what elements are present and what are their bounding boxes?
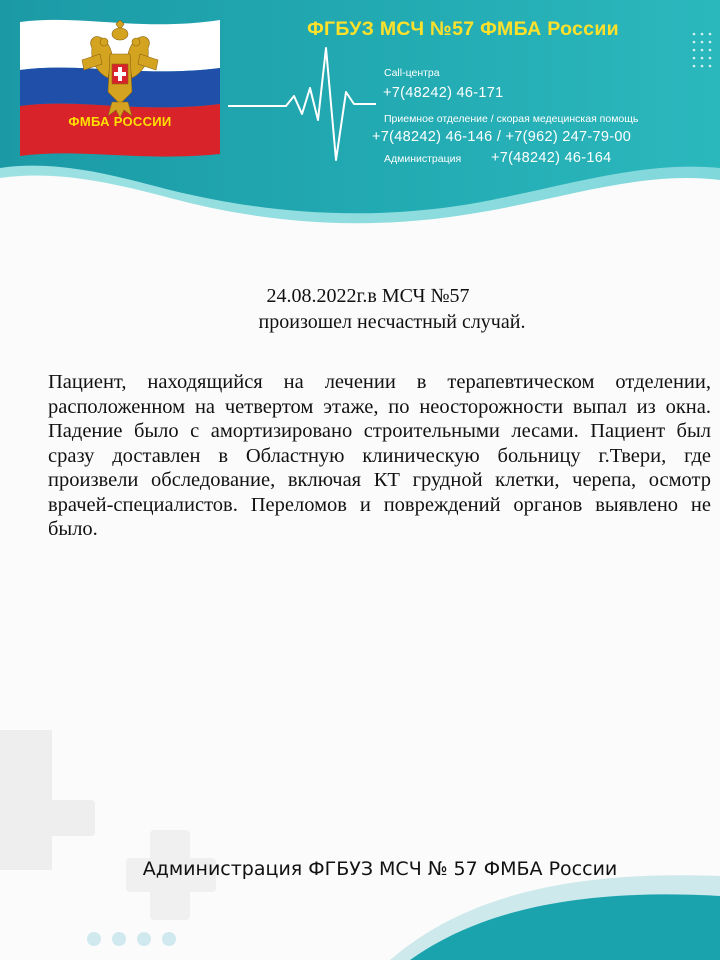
flag-label: ФМБА РОССИИ bbox=[68, 114, 172, 129]
double-headed-eagle-emblem bbox=[80, 20, 160, 120]
organization-title: ФГБУЗ МСЧ №57 ФМБА России bbox=[307, 18, 619, 40]
dot-grid-decoration bbox=[690, 30, 718, 70]
fmba-flag-logo bbox=[20, 18, 220, 160]
notice-heading-line-1: 24.08.2022г.в МСЧ №57 bbox=[266, 285, 470, 307]
dots-decoration bbox=[87, 932, 176, 946]
notice-body: Пациент, находящийся на лечении в терапевтическом отделении, расположенном на четвертом этаже, по неосторожности выпал из окна. Падение было с амортизировано строительными лесами. Пациент был сразу доставлен в Областную клиническую больницу г.Твери, где произвели обследование, включая КТ грудной клетки, черепа, осмотр врачей-специалистов. Переломов и повреждений органов выявлено не было. bbox=[48, 371, 711, 540]
signature: Администрация ФГБУЗ МСЧ № 57 ФМБА России bbox=[142, 858, 618, 880]
emergency-phones[interactable]: +7(48242) 46-146 / +7(962) 247-79-00 bbox=[372, 129, 632, 145]
emergency-label: Приемное отделение / скорая медецинская помощь bbox=[384, 113, 639, 125]
faded-cross-decoration bbox=[0, 730, 95, 870]
notice-heading-line-2: произошел несчастный случай. bbox=[258, 311, 526, 333]
admin-label: Администрация bbox=[384, 153, 462, 165]
admin-phone[interactable]: +7(48242) 46-164 bbox=[491, 150, 612, 166]
notice-heading bbox=[140, 283, 620, 335]
footer-decoration bbox=[0, 700, 720, 960]
call-center-phone[interactable]: +7(48242) 46-171 bbox=[383, 85, 504, 101]
call-center-label: Call-центра bbox=[384, 67, 440, 79]
